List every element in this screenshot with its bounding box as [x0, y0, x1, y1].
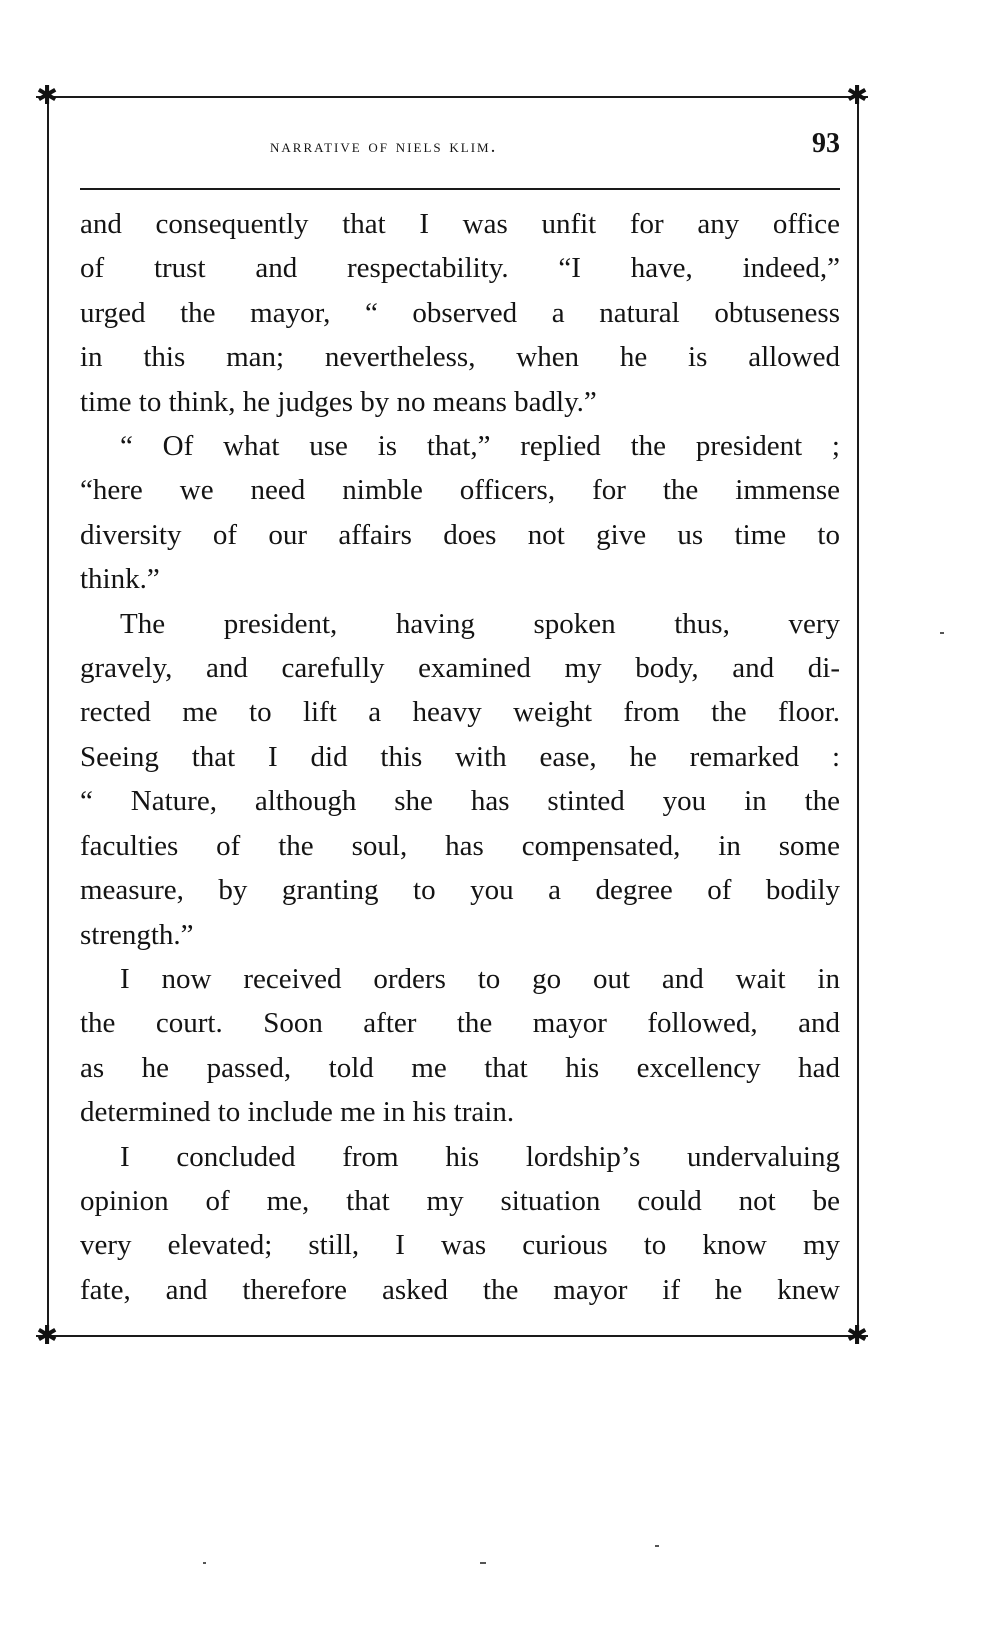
text-line: as he passed, told me that his excellency had — [80, 1051, 840, 1084]
corner-star-icon: ✱ — [846, 1321, 868, 1351]
text-line: I concluded from his lordship’s undervaluing — [120, 1140, 840, 1173]
scan-speck — [203, 1562, 206, 1564]
running-title: narrative of niels klim. — [270, 136, 498, 157]
frame-left-rule — [47, 96, 49, 1336]
text-line: I now received orders to go out and wait in — [120, 962, 840, 995]
text-line: rected me to lift a heavy weight from the floor. — [80, 696, 840, 729]
text-line: Seeing that I did this with ease, he remarked : — [80, 740, 840, 773]
running-head — [80, 128, 840, 168]
text-line: in this man; nevertheless, when he is allowed — [80, 341, 840, 374]
scan-speck — [480, 1562, 486, 1564]
text-line: measure, by granting to you a degree of bodily — [80, 874, 840, 907]
frame-right-rule — [857, 96, 859, 1336]
text-line: “here we need nimble officers, for the immense — [80, 474, 840, 507]
text-line: strength.” — [80, 918, 194, 951]
text-line: urged the mayor, “ observed a natural obtuseness — [80, 296, 840, 329]
text-line: and consequently that I was unfit for any office — [80, 208, 840, 240]
text-line: diversity of our affairs does not give us time to — [80, 518, 840, 551]
text-line: opinion of me, that my situation could not be — [80, 1184, 840, 1217]
text-line: time to think, he judges by no means badly.” — [80, 385, 597, 418]
text-line: “ Of what use is that,” replied the president ; — [120, 430, 840, 463]
corner-star-icon: ✱ — [36, 1321, 58, 1351]
text-line: think.” — [80, 563, 160, 596]
page-text — [80, 202, 840, 1312]
text-line: gravely, and carefully examined my body, and di- — [80, 652, 840, 685]
text-line: the court. Soon after the mayor followed, and — [80, 1007, 840, 1040]
frame-top-rule — [36, 96, 868, 98]
text-line: “ Nature, although she has stinted you in the — [80, 785, 840, 818]
text-line: faculties of the soul, has compensated, in some — [80, 829, 840, 862]
text-line: The president, having spoken thus, very — [120, 607, 840, 640]
scan-speck — [655, 1545, 659, 1547]
page-number: 93 — [812, 128, 840, 159]
scan-speck — [940, 632, 944, 634]
text-line: of trust and respectability. “I have, indeed,” — [80, 252, 840, 285]
frame-bottom-rule — [36, 1335, 868, 1337]
corner-star-icon: ✱ — [846, 81, 868, 111]
text-line: very elevated; still, I was curious to know my — [80, 1229, 840, 1262]
corner-star-icon: ✱ — [36, 81, 58, 111]
header-rule — [80, 188, 840, 190]
text-line: determined to include me in his train. — [80, 1096, 515, 1129]
text-line: fate, and therefore asked the mayor if he knew — [80, 1273, 840, 1306]
